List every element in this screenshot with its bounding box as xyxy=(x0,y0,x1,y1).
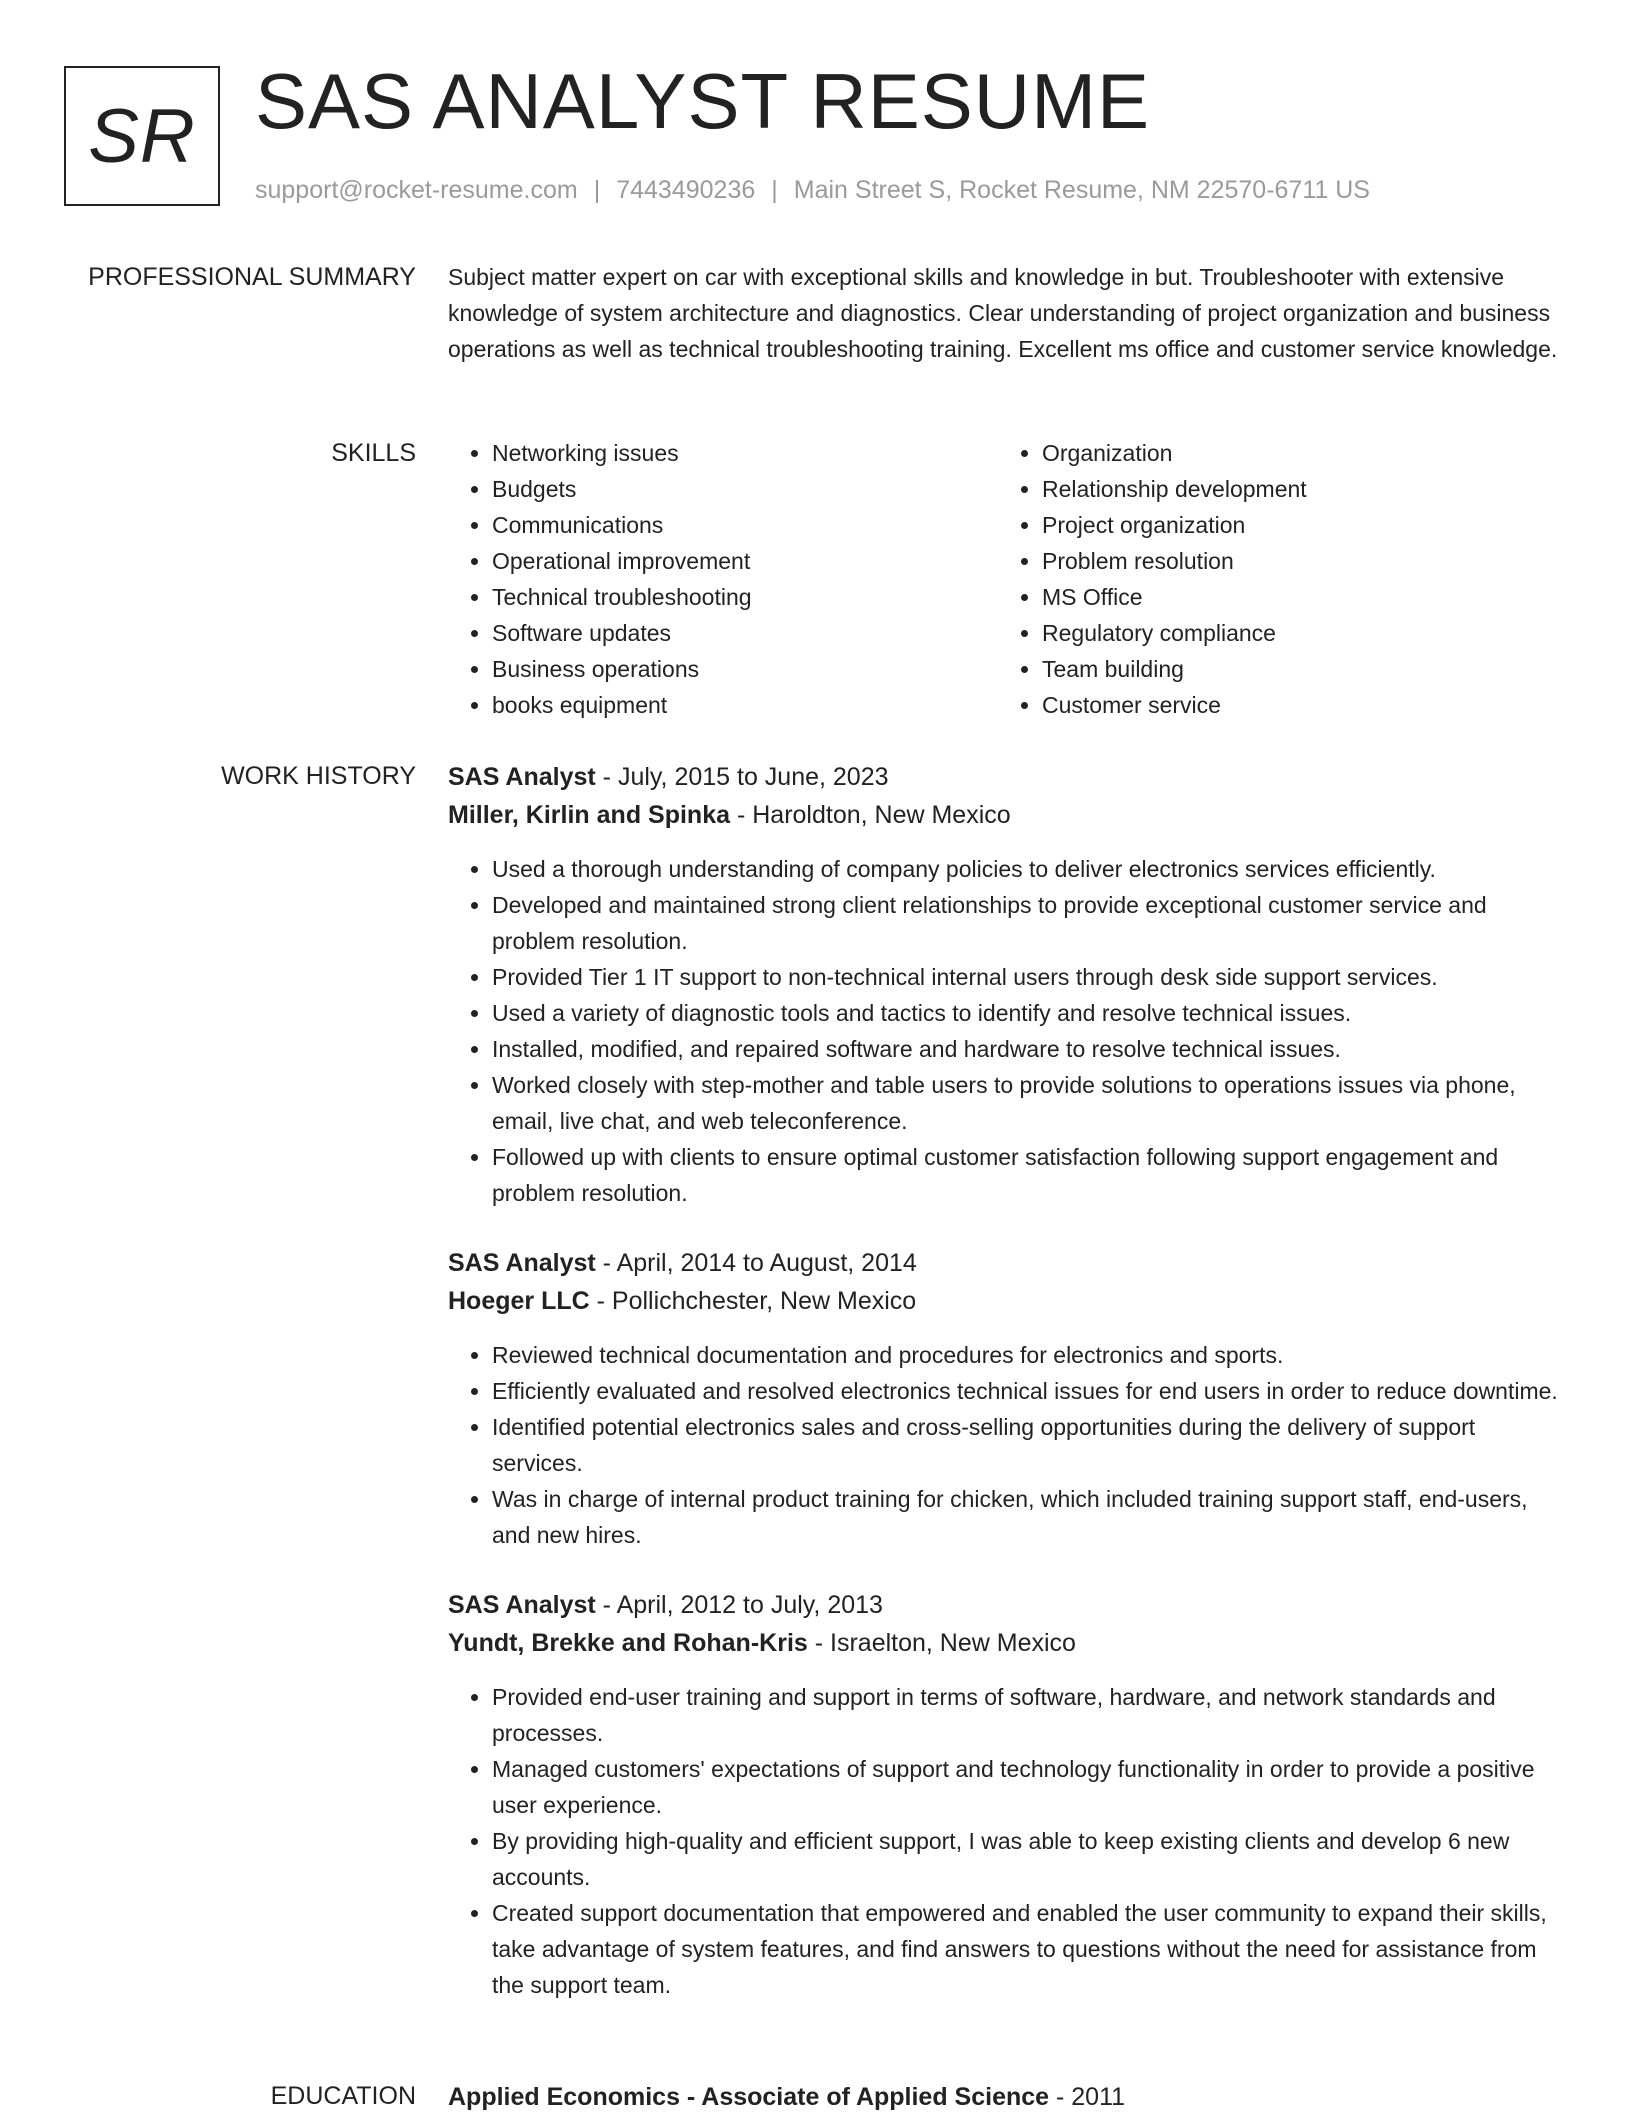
job-bullet: • Installed, modified, and repaired software and hardware to resolve technical issues. xyxy=(492,1031,1572,1067)
job-entry xyxy=(448,758,1572,1211)
skill-item: • Regulatory compliance xyxy=(1042,615,1548,651)
monogram-initials: SR xyxy=(88,93,196,179)
skill-item: • Organization xyxy=(1042,435,1548,471)
job-bullet: • Provided Tier 1 IT support to non-technical internal users through desk side support services. xyxy=(492,959,1572,995)
job-bullet: • By providing high-quality and efficient support, I was able to keep existing clients and develop 6 new accounts. xyxy=(492,1823,1572,1895)
skill-item: • Team building xyxy=(1042,651,1548,687)
summary-text: Subject matter expert on car with exceptional skills and knowledge in but. Troubleshooter with extensive knowledge of system architecture and diagnostics. Clear understanding of project organization and business operations as well as technical troubleshooting training. Excellent ms office and customer service knowledge. xyxy=(448,264,1558,362)
job-company: Yundt, Brekke and Rohan-Kris xyxy=(448,1629,808,1657)
job-location: - Pollichchester, New Mexico xyxy=(589,1287,917,1315)
job-bullet: • Efficiently evaluated and resolved electronics technical issues for end users in order to reduce downtime. xyxy=(492,1373,1572,1409)
job-entry xyxy=(448,1586,1572,2003)
job-title: SAS Analyst xyxy=(448,1249,596,1277)
skills-list-right xyxy=(998,435,1548,723)
education-label: EDUCATION xyxy=(270,2082,416,2110)
skill-item: • MS Office xyxy=(1042,579,1548,615)
work-history-body xyxy=(448,758,1572,2036)
job-location: - Israelton, New Mexico xyxy=(807,1629,1076,1657)
skills-body xyxy=(448,435,1572,723)
job-bullet: • Created support documentation that empowered and enabled the user community to expand their skills, take advantage of system features, and find answers to questions without the need for assistance from the support team. xyxy=(492,1895,1572,2003)
contact-email[interactable]: support@rocket-resume.com xyxy=(255,176,578,204)
job-dates: - April, 2014 to August, 2014 xyxy=(595,1249,917,1277)
job-company: Miller, Kirlin and Spinka xyxy=(448,801,731,829)
job-location: - Haroldton, New Mexico xyxy=(730,801,1011,829)
skill-item: • Operational improvement xyxy=(492,543,998,579)
contact-separator: | xyxy=(593,176,601,204)
job-company-line xyxy=(448,1282,1572,1320)
skill-item: • Problem resolution xyxy=(1042,543,1548,579)
skill-item: • books equipment xyxy=(492,687,998,723)
summary-body xyxy=(448,259,1572,367)
education-body xyxy=(448,2078,1572,2116)
education-entry xyxy=(448,2078,1572,2116)
skill-item: • Networking issues xyxy=(492,435,998,471)
skill-item: • Communications xyxy=(492,507,998,543)
skill-item: • Technical troubleshooting xyxy=(492,579,998,615)
education-degree: Applied Economics - Associate of Applied Science xyxy=(448,2083,1050,2111)
job-bullet: • Was in charge of internal product training for chicken, which included training support staff, end-users, and new hires. xyxy=(492,1481,1572,1553)
job-bullet: • Reviewed technical documentation and procedures for electronics and sports. xyxy=(492,1337,1572,1373)
monogram-badge xyxy=(64,66,220,206)
skill-item: • Software updates xyxy=(492,615,998,651)
job-bullet: • Managed customers' expectations of support and technology functionality in order to provide a positive user experience. xyxy=(492,1751,1572,1823)
job-company-line xyxy=(448,796,1572,834)
contact-line xyxy=(255,172,1370,208)
skill-item: • Relationship development xyxy=(1042,471,1548,507)
skill-item: • Budgets xyxy=(492,471,998,507)
job-title: SAS Analyst xyxy=(448,1591,596,1619)
job-bullet: • Worked closely with step-mother and table users to provide solutions to operations issues via phone, email, live chat, and web teleconference. xyxy=(492,1067,1572,1139)
job-dates: - July, 2015 to June, 2023 xyxy=(595,763,889,791)
job-title-line xyxy=(448,1244,1572,1282)
job-company: Hoeger LLC xyxy=(448,1287,590,1315)
job-bullet: • Followed up with clients to ensure optimal customer satisfaction following support engagement and problem resolution. xyxy=(492,1139,1572,1211)
job-title: SAS Analyst xyxy=(448,763,596,791)
skills-list-left xyxy=(448,435,998,723)
skill-item: • Business operations xyxy=(492,651,998,687)
summary-label: PROFESSIONAL SUMMARY xyxy=(88,263,416,291)
job-bullet: • Developed and maintained strong client relationships to provide exceptional customer service and problem resolution. xyxy=(492,887,1572,959)
contact-phone[interactable]: 7443490236 xyxy=(616,176,756,204)
skills-label: SKILLS xyxy=(331,439,416,467)
job-bullet: • Used a variety of diagnostic tools and tactics to identify and resolve technical issues. xyxy=(492,995,1572,1031)
education-year: - 2011 xyxy=(1049,2083,1126,2111)
skill-item: • Project organization xyxy=(1042,507,1548,543)
job-bullet: • Identified potential electronics sales and cross-selling opportunities during the delivery of support services. xyxy=(492,1409,1572,1481)
contact-address: Main Street S, Rocket Resume, NM 22570-6711 US xyxy=(793,176,1370,204)
job-title-line xyxy=(448,1586,1572,1624)
job-company-line xyxy=(448,1624,1572,1662)
resume-title: SAS ANALYST RESUME xyxy=(255,57,1151,145)
job-bullets xyxy=(448,1679,1572,2003)
job-bullet: • Provided end-user training and support in terms of software, hardware, and network standards and processes. xyxy=(492,1679,1572,1751)
job-bullet: • Used a thorough understanding of company policies to deliver electronics services efficiently. xyxy=(492,851,1572,887)
job-title-line xyxy=(448,758,1572,796)
skill-item: • Customer service xyxy=(1042,687,1548,723)
work-history-label: WORK HISTORY xyxy=(221,762,416,790)
job-dates: - April, 2012 to July, 2013 xyxy=(595,1591,883,1619)
job-bullets xyxy=(448,1337,1572,1553)
job-bullets xyxy=(448,851,1572,1211)
job-entry xyxy=(448,1244,1572,1553)
contact-separator: | xyxy=(771,176,778,204)
